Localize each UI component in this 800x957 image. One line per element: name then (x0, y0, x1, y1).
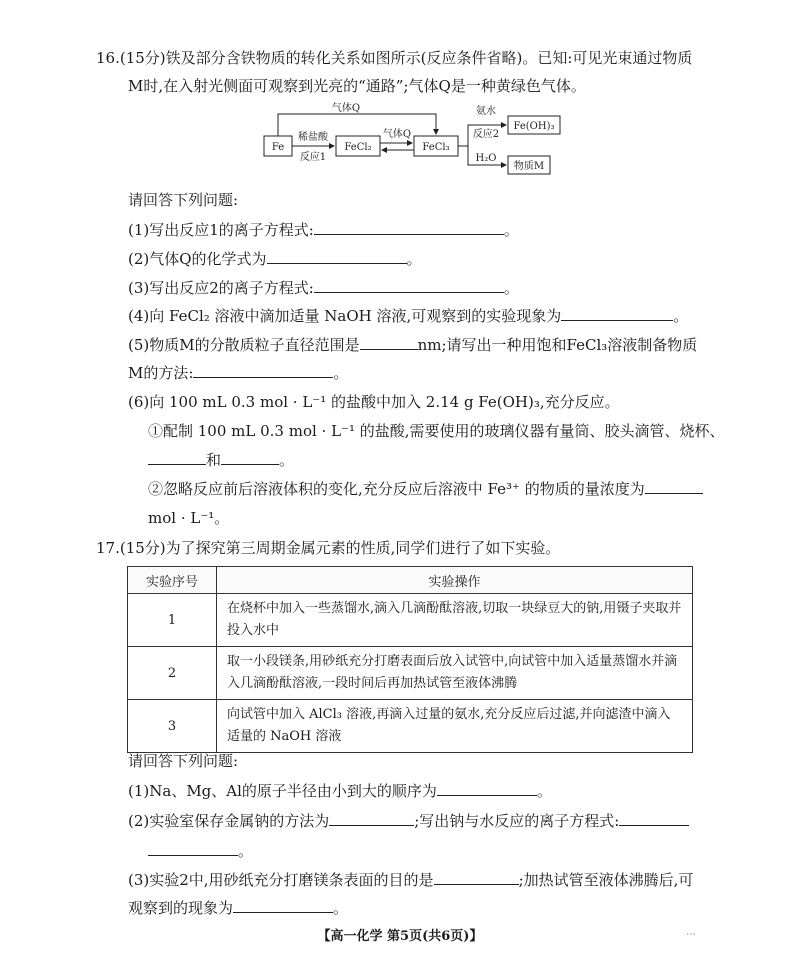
q17-part3-line2: 观察到的现象为 。 (128, 899, 349, 917)
q16-part5-text-b: nm;请写出一种用饱和FeCl₃溶液制备物质 (417, 336, 698, 354)
q16-part6-sub2-line1 (148, 478, 703, 499)
answer-blank[interactable] (148, 841, 238, 856)
answer-blank[interactable] (314, 278, 504, 293)
q16-part6-sub2-line2: mol · L⁻¹。 (148, 509, 230, 527)
q17-part1-text: (1)Na、Mg、Al的原子半径由小到大的顺序为 (128, 782, 437, 800)
q17-prompt: 请回答下列问题: (128, 752, 239, 770)
label-water: H₂O (475, 153, 497, 164)
q16-intro-line2: M时,在入射光侧面可观察到光亮的“通路”;气体Q是一种黄绿色气体。 (128, 77, 586, 95)
q17-part1: (1)Na、Mg、Al的原子半径由小到大的顺序为 。 (128, 782, 552, 800)
label-m: 物质M (513, 161, 545, 172)
q17-part2-text-a: (2)实验室保存金属钠的方法为 (128, 812, 330, 830)
q17-part3-text-c: 观察到的现象为 (128, 899, 234, 917)
answer-blank[interactable] (329, 811, 414, 826)
q16-part6-sub1-line2: 和 。 (148, 449, 294, 470)
table-row (128, 700, 693, 753)
label-feoh3: Fe(OH)₃ (513, 121, 555, 132)
q16-intro-line1: 16.(15分)铁及部分含铁物质的转化关系如图所示(反应条件省略)。已知:可见光束通过物质 (96, 49, 693, 67)
answer-blank[interactable] (314, 220, 504, 235)
corner-mark: ⋯ (686, 929, 696, 940)
q16-part5-text-a: (5)物质M的分散质粒子直径范围是 (128, 336, 360, 354)
q17-part2-text-b: ;写出钠与水反应的离子方程式: (414, 812, 620, 830)
q17-part3-text-b: ;加热试管至液体沸腾后,可 (518, 871, 694, 889)
answer-blank[interactable] (645, 479, 703, 494)
q16-part3-text: (3)写出反应2的离子方程式: (128, 279, 314, 297)
q16-part2: (2)气体Q的化学式为 。 (128, 250, 422, 268)
answer-blank[interactable] (561, 306, 673, 321)
table-header-op: 实验操作 (217, 567, 693, 594)
q16-part4-text: (4)向 FeCl₂ 溶液中滴加适量 NaOH 溶液,可观察到的实验现象为 (128, 307, 562, 325)
answer-blank[interactable] (267, 249, 407, 264)
label-dilute-hcl: 稀盐酸 (298, 132, 328, 143)
label-ammonia: 氨水 (476, 106, 496, 117)
table-cell-num: 2 (128, 647, 217, 700)
q16-prompt: 请回答下列问题: (128, 191, 239, 209)
q16-part1: (1)写出反应1的离子方程式: 。 (128, 221, 519, 239)
page-footer: 【高一化学 第5页(共6页)】 (317, 929, 483, 944)
table-row (128, 594, 693, 647)
label-fe: Fe (271, 142, 285, 153)
q17-part3-line1 (128, 869, 693, 890)
q16-part2-text: (2)气体Q的化学式为 (128, 250, 267, 268)
q17-part2-line2: 。 (148, 840, 253, 861)
answer-blank[interactable] (148, 450, 206, 465)
experiment-table (127, 566, 693, 753)
q16-part5-line2: M的方法: 。 (128, 364, 349, 382)
table-row (128, 647, 693, 700)
q16-part6-sub1-line1: ①配制 100 mL 0.3 mol · L⁻¹ 的盐酸,需要使用的玻璃仪器有量筒、胶头滴管、烧杯、 (148, 422, 725, 440)
answer-blank[interactable] (434, 870, 519, 885)
label-gas-q-top: 气体Q (331, 103, 361, 114)
label-reaction2: 反应2 (472, 129, 500, 140)
q16-part1-text: (1)写出反应1的离子方程式: (128, 221, 314, 239)
q16-part6-sub1-and: 和 (206, 451, 222, 469)
iron-transformation-diagram (262, 100, 562, 180)
answer-blank[interactable] (437, 781, 537, 796)
table-cell-op: 向试管中加入 AlCl₃ 溶液,再滴入过量的氨水,充分反应后过滤,并向滤渣中滴入适量的 NaOH 溶液 (217, 700, 693, 753)
q16-part4: (4)向 FeCl₂ 溶液中滴加适量 NaOH 溶液,可观察到的实验现象为 。 (128, 307, 689, 325)
answer-blank[interactable] (360, 335, 418, 350)
label-fecl3: FeCl₃ (422, 142, 450, 153)
table-cell-num: 1 (128, 594, 217, 647)
q17-intro: 17.(15分)为了探究第三周期金属元素的性质,同学们进行了如下实验。 (96, 539, 561, 557)
table-header-num: 实验序号 (128, 567, 217, 594)
q16-part3: (3)写出反应2的离子方程式: 。 (128, 279, 519, 297)
q16-part5-line1 (128, 334, 697, 355)
answer-blank[interactable] (193, 363, 333, 378)
answer-blank[interactable] (233, 898, 333, 913)
q16-part6-sub2-text: ②忽略反应前后溶液体积的变化,充分反应后溶液中 Fe³⁺ 的物质的量浓度为 (148, 480, 645, 498)
table-header-row (128, 567, 693, 594)
table-cell-op: 在烧杯中加入一些蒸馏水,滴入几滴酚酞溶液,切取一块绿豆大的钠,用镊子夹取并投入水中 (217, 594, 693, 647)
answer-blank[interactable] (221, 450, 279, 465)
label-gas-q-mid: 气体Q (382, 129, 412, 140)
q17-part3-text-a: (3)实验2中,用砂纸充分打磨镁条表面的目的是 (128, 871, 434, 889)
q16-part5-text-c: M的方法: (128, 364, 194, 382)
answer-blank[interactable] (619, 811, 689, 826)
label-fecl2: FeCl₂ (344, 142, 372, 153)
q16-part6: (6)向 100 mL 0.3 mol · L⁻¹ 的盐酸中加入 2.14 g Fe(OH)₃,充分反应。 (128, 393, 620, 411)
table-cell-num: 3 (128, 700, 217, 753)
label-reaction1: 反应1 (299, 152, 327, 163)
q17-part2-line1 (128, 810, 689, 831)
table-cell-op: 取一小段镁条,用砂纸充分打磨表面后放入试管中,向试管中加入适量蒸馏水并滴入几滴酚酞溶液,一段时间后再加热试管至液体沸腾 (217, 647, 693, 700)
